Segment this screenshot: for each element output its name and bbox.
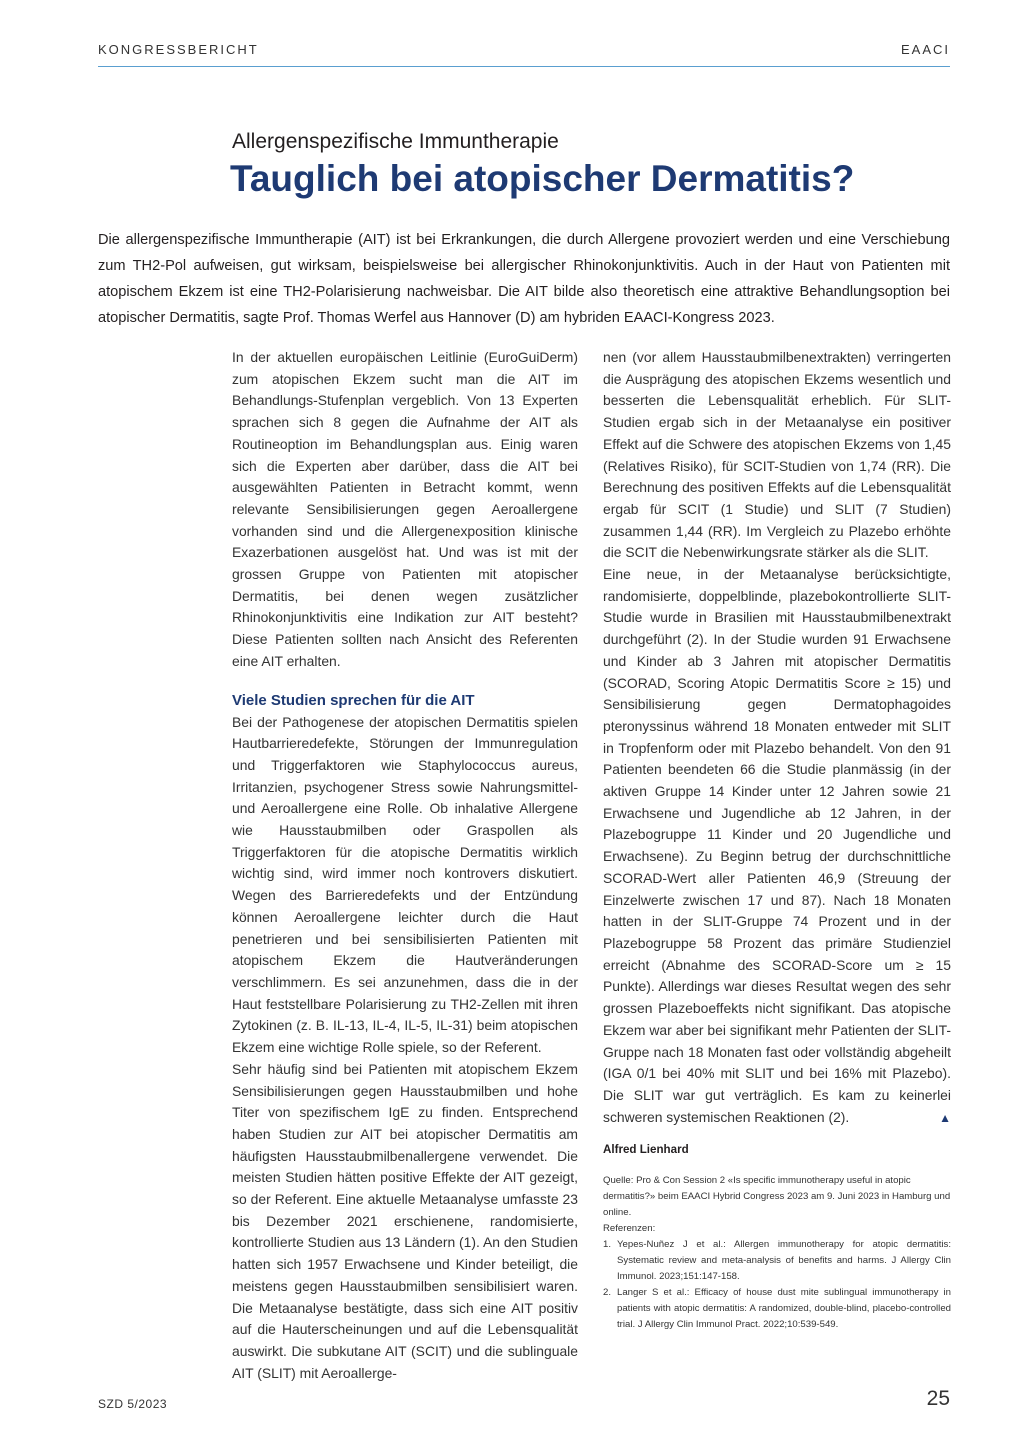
body-paragraph: In der aktuellen europäischen Leitlinie (EuroGuiDerm) zum atopischen Ekzem sucht man die AIT im Behandlungs-Stufenplan vergeblich. Von 13 Experten sprachen sich 8 gegen die Aufnahme der AIT als Routineoption im Behandlungsplan aus. Einig waren sich die Experten aber darüber, dass die AIT bei ausgewählten Patienten in Betracht kommt, wenn relevante Sensibilisierungen gegen Aeroallergene vorhanden sind und die Allergenexposition klinische Exazerbationen ausgelöst hat. Und was ist mit der grossen Gruppe von Patienten mit atopischer Dermatitis, bei denen wegen zusätzlicher Rhinokonjunktivitis eine Indikation zur AIT besteht? Diese Patienten sollten nach Ansicht des Referenten eine AIT erhalten. [232,349,578,669]
reference-item [603,1285,951,1333]
body-column-right [603,347,951,1129]
reference-number: 2. [603,1287,612,1298]
body-paragraph [603,564,951,1128]
section-label: KONGRESSBERICHT [98,42,259,57]
running-header [98,40,950,67]
body-text: Eine neue, in der Metaanalyse berücksichtigte, randomisierte, doppelblinde, plazebokontrollierte SLIT-Studie wurde in Brasilien mit Hausstaubmilbenextrakt durchgeführt (2). In der Studie wurden 91 Erwachsene und Kinder ab 3 Jahren mit atopischer Dermatitis (SCORAD, Scoring Atopic Dermatitis Score ≥ 15) und Sensibilisierung gegen Dermatophagoides pteronyssinus während 18 Monaten entweder mit SLIT in Tropfenform oder mit Plazebo behandelt. Von den 91 Patienten beendeten 66 die Studie planmässig (in der aktiven Gruppe 14 Kinder unter 12 Jahren sowie 21 Erwachsene und Jugendliche ab 12 Jahren, in der Plazebogruppe 11 Kinder und 20 Jugendliche und Erwachsene). Zu Beginn betrug der durchschnittliche SCORAD-Wert aller Patienten 46,9 (Streuung der Einzelwerte zwischen 17 und 87). Nach 18 Monaten hatten in der SLIT-Gruppe 74 Prozent und in der Plazebogruppe 58 Prozent das primäre Studienziel erreicht (Abnahme des SCORAD-Score um ≥ 15 Punkte). Allerdings war dieses Resultat wegen des sehr grossen Plazeboeffekts nicht signifikant. Das atopische Ekzem war aber bei signifikant mehr Patienten der SLIT-Gruppe nach 18 Monaten fast oder vollständig abgeheilt (IGA 0/1 bei 40% mit SLIT und bei 16% mit Plazebo). Die SLIT war gut verträglich. Es kam zu keinerlei schweren systemischen Reaktionen (2). [603,566,951,1125]
article-title: Tauglich bei atopischer Dermatitis? [230,158,855,199]
article-lead: Die allergenspezifische Immuntherapie (AIT) ist bei Erkrankungen, die durch Allergene provoziert werden und eine Verschiebung zum TH2-Pol aufweisen, gut wirksam, beispielsweise bei allergischer Rhinokonjunktivitis. Auch in der Haut von Patienten mit atopischem Ekzem ist eine TH2-Polarisierung nachweisbar. Die AIT bilde also theoretisch eine attraktive Behandlungsoption bei atopischer Dermatitis, sagte Prof. Thomas Werfel aus Hannover (D) am hybriden EAACI-Kongress 2023. [98,232,950,326]
reference-item [603,1237,951,1285]
issue-label: SZD 5/2023 [98,1397,168,1411]
congress-label: EAACI [900,42,950,57]
body-paragraph: Bei der Pathogenese der atopischen Dermatitis spielen Hautbarrieredefekte, Störungen der Immunregulation und Triggerfaktoren wie Staphylococcus aureus, Irritanzien, psychogener Stress sowie Nahrungsmittel- und Aeroallergene eine Rolle. Ob inhalative Allergene wie Hausstaubmilben oder Graspollen als Triggerfaktoren für die atopische Dermatitis wirklich wichtig sind, wird immer noch kontrovers diskutiert. Wegen des Barrieredefekts und der Entzündung können Aeroallergene leichter durch die Haut penetrieren und bei sensibilisierten Patienten mit atopischem Ekzem die Hautveränderungen verschlimmern. Es sei anzunehmen, dass die in der Haut feststellbare Polarisierung zu TH2-Zellen mit ihren Zytokinen (z. B. IL-13, IL-4, IL-5, IL-31) beim atopischen Ekzem eine wichtige Rolle spiele, so der Referent. [232,713,578,1056]
references-heading: Referenzen: [603,1223,656,1234]
article-kicker: Allergenspezifische Immuntherapie [232,130,559,153]
body-column-left [232,347,578,1384]
body-paragraph: nen (vor allem Hausstaubmilbenextrakten) verringerten die Ausprägung des atopischen Ekzems wesentlich und besserten die Lebensqualität erheblich. Für SLIT-Studien ergab sich in der Metaanalyse ein positiver Effekt auf die Schwere des atopischen Ekzems von 1,45 (Relatives Risiko), für SCIT-Studien von 1,74 (RR). Die Berechnung des positiven Effekts auf die Lebensqualität ergab für SCIT (1 Studie) und SLIT (7 Studien) zusammen 1,44 (RR). Im Vergleich zu Plazebo erhöhte die SCIT die Nebenwirkungsrate stärker als die SLIT. [603,349,951,561]
reference-number: 1. [603,1239,612,1250]
reference-text: Langer S et al.: Efficacy of house dust mite sublingual immunotherapy in patients with atopic dermatitis: A randomized, double-blind, placebo-controlled trial. J Allergy Clin Immunol Pract. 2022;10:539-549. [617,1287,951,1330]
end-of-article-icon: ▲ [939,1110,951,1125]
author-name: Alfred Lienhard [603,1143,689,1156]
reference-text: Yepes-Nuñez J et al.: Allergen immunotherapy for atopic dermatitis: Systematic review and meta-analysis of benefits and harms. J Allergy Clin Immunol. 2023;151:147-158. [617,1239,951,1282]
body-paragraph: Sehr häufig sind bei Patienten mit atopischem Ekzem Sensibilisierungen gegen Hausstaubmilben und hohe Titer von spezifischem IgE zu finden. Entsprechend haben Studien zur AIT bei atopischer Dermatitis am häufigsten Hausstaubmilbenallergene verwendet. Die meisten Studien hätten positive Effekte der AIT gezeigt, so der Referent. Eine aktuelle Metaanalyse umfasste 23 bis Dezember 2021 erschienene, randomisierte, kontrollierte Studien aus 13 Ländern (1). An den Studien hatten sich 1957 Erwachsene und Kinder beteiligt, die meistens gegen Hausstaubmilben sensibilisiert waren. Die Metaanalyse bestätigte, dass sich eine AIT positiv auf die Hauterscheinungen und auf die Lebensqualität auswirkt. Die subkutane AIT (SCIT) und die sublinguale AIT (SLIT) mit Aeroallerge- [232,1060,578,1381]
references [603,1221,951,1333]
page-number: 25 [926,1387,950,1410]
section-subheading: Viele Studien sprechen für die AIT [232,691,475,709]
source-note: Quelle: Pro & Con Session 2 «Is specific immunotherapy useful in atopic dermatitis?» beim EAACI Hybrid Congress 2023 am 9. Juni 2023 in Hamburg und online. [603,1175,951,1218]
